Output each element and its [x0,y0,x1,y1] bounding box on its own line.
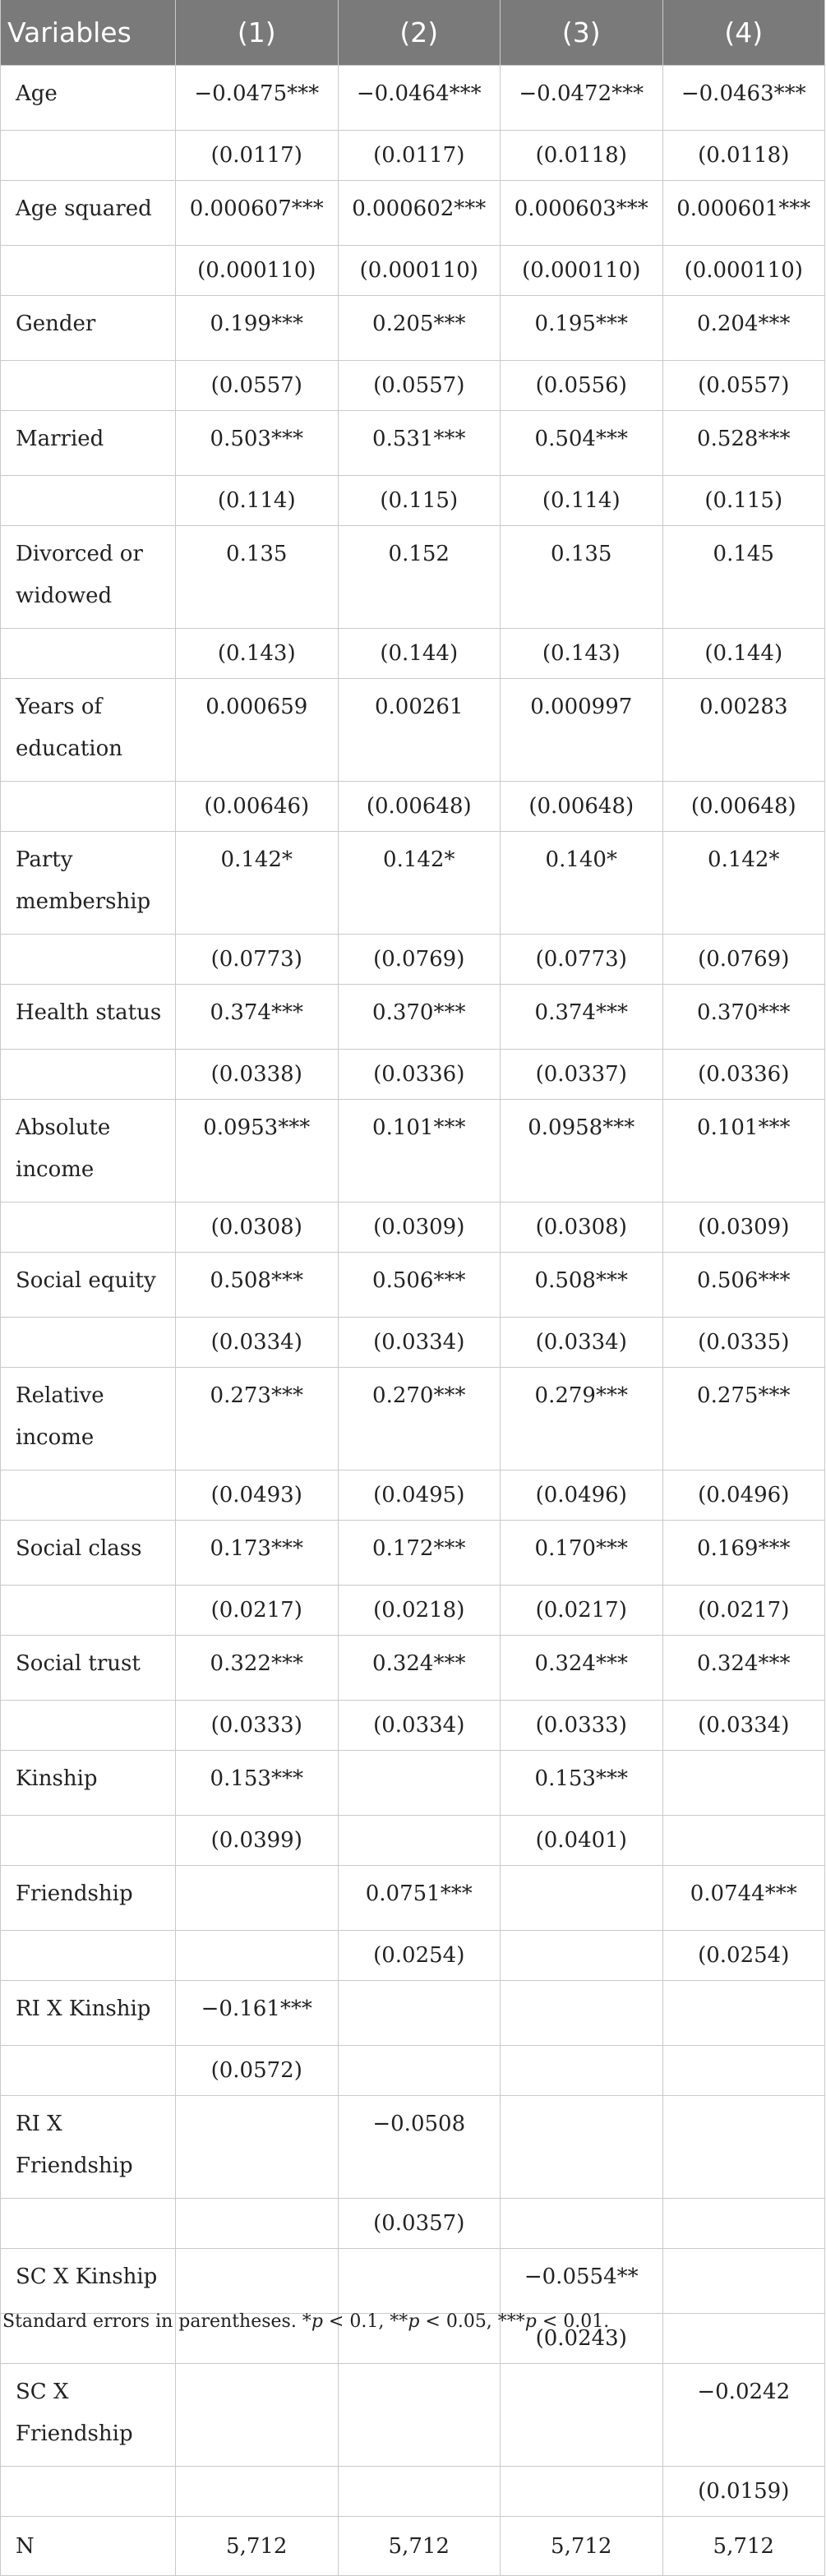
coefficient-cell [501,2364,663,2467]
standard-error-cell: (0.0496) [501,1470,663,1521]
table-row [1,985,825,1050]
variable-label: Kinship [1,1751,176,1816]
standard-error-cell: (0.000110) [501,246,663,296]
table-row [1,1470,825,1521]
table-row [1,2096,825,2199]
coefficient-cell: 0.153*** [501,1751,663,1816]
footnote-lead: Standard errors in parentheses. * [2,2311,311,2332]
coefficient-cell: 0.205*** [338,296,501,361]
standard-error-cell: (0.0357) [338,2199,501,2249]
standard-error-cell [662,2199,825,2249]
table-row [1,131,825,181]
standard-error-cell: (0.0334) [176,1318,339,1368]
coefficient-cell: 0.370*** [338,985,501,1050]
standard-error-cell: (0.0337) [501,1050,663,1100]
empty-label-cell [1,1050,176,1100]
table-row [1,935,825,985]
table-row [1,629,825,679]
standard-error-cell: (0.143) [501,629,663,679]
coefficient-cell: −0.161*** [176,1981,339,2046]
standard-error-cell: (0.0217) [176,1586,339,1636]
standard-error-cell [501,2046,663,2096]
coefficient-cell: 0.0751*** [338,1866,501,1931]
coefficient-cell: −0.0463*** [662,66,825,131]
table-row [1,66,825,131]
coefficient-cell: 0.101*** [662,1100,825,1203]
coefficient-cell: 0.135 [176,526,339,629]
standard-error-cell: (0.0493) [176,1470,339,1521]
standard-error-cell: (0.0495) [338,1470,501,1521]
variable-label: Years of education [1,679,176,782]
table-row [1,679,825,782]
table-row [1,1050,825,1100]
table-row [1,1521,825,1586]
coefficient-cell: 0.101*** [338,1100,501,1203]
coefficient-cell: 0.195*** [501,296,663,361]
coefficient-cell: 0.273*** [176,1368,339,1470]
variable-label: Gender [1,296,176,361]
coefficient-cell: 0.270*** [338,1368,501,1470]
table-row [1,2199,825,2249]
table-row [1,361,825,411]
coefficient-cell: 0.000659 [176,679,339,782]
footnote-threshold-2: < 0.05, *** [419,2311,525,2332]
coefficient-cell: 0.0958*** [501,1100,663,1203]
observations-cell: 5,712 [338,2517,501,2576]
standard-error-cell: (0.0308) [176,1203,339,1253]
standard-error-cell [662,1816,825,1866]
table-row [1,1701,825,1751]
coefficient-cell: 0.506*** [338,1253,501,1318]
table-row [1,2364,825,2467]
table-row [1,1816,825,1866]
table-row [1,296,825,361]
standard-error-cell: (0.115) [338,476,501,526]
header-variables: Variables [1,0,176,66]
standard-error-cell: (0.0217) [501,1586,663,1636]
coefficient-cell: −0.0242 [662,2364,825,2467]
coefficient-cell [338,1751,501,1816]
empty-label-cell [1,361,176,411]
variable-label: Health status [1,985,176,1050]
standard-error-cell: (0.0254) [338,1931,501,1981]
standard-error-cell [662,2046,825,2096]
coefficient-cell: 0.374*** [501,985,663,1050]
coefficient-cell [338,2364,501,2467]
variable-label: RI X Friendship [1,2096,176,2199]
standard-error-cell [338,2467,501,2517]
standard-error-cell: (0.0117) [176,131,339,181]
standard-error-cell: (0.0117) [338,131,501,181]
variable-label: Party membership [1,832,176,935]
standard-error-cell: (0.0309) [662,1203,825,1253]
coefficient-cell: 0.152 [338,526,501,629]
table-row [1,1368,825,1470]
table-row [1,411,825,476]
footnote-p-symbol: p [311,2311,323,2332]
empty-label-cell [1,935,176,985]
coefficient-cell: 0.324*** [338,1636,501,1701]
standard-error-cell: (0.00646) [176,782,339,832]
coefficient-cell: 0.153*** [176,1751,339,1816]
header-model-1: (1) [176,0,339,66]
variable-label: Relative income [1,1368,176,1470]
standard-error-cell: (0.0496) [662,1470,825,1521]
standard-error-cell: (0.0769) [338,935,501,985]
coefficient-cell: 0.135 [501,526,663,629]
table-header [1,0,825,66]
variable-label: Age squared [1,181,176,246]
table-footnote [2,2311,609,2332]
standard-error-cell: (0.0336) [338,1050,501,1100]
footnote-threshold-1: < 0.1, ** [322,2311,408,2332]
coefficient-cell: 0.000602*** [338,181,501,246]
standard-error-cell: (0.0557) [662,361,825,411]
empty-label-cell [1,1701,176,1751]
standard-error-cell [176,2467,339,2517]
coefficient-cell: 0.169*** [662,1521,825,1586]
header-row [1,0,825,66]
table-row [1,526,825,629]
table-row [1,2467,825,2517]
empty-label-cell [1,1931,176,1981]
coefficient-cell: 0.145 [662,526,825,629]
table-body [1,66,825,2576]
standard-error-cell: (0.0118) [662,131,825,181]
coefficient-cell: 0.000607*** [176,181,339,246]
empty-label-cell [1,2199,176,2249]
table-row [1,2249,825,2314]
empty-label-cell [1,782,176,832]
coefficient-cell: 0.0744*** [662,1866,825,1931]
standard-error-cell: (0.000110) [176,246,339,296]
coefficient-cell: 0.142* [662,832,825,935]
empty-label-cell [1,1586,176,1636]
standard-error-cell: (0.144) [338,629,501,679]
standard-error-cell: (0.0769) [662,935,825,985]
coefficient-cell: 0.00283 [662,679,825,782]
standard-error-cell: (0.0773) [176,935,339,985]
coefficient-cell: 0.374*** [176,985,339,1050]
table-row [1,1981,825,2046]
table-row [1,1866,825,1931]
coefficient-cell: 0.508*** [176,1253,339,1318]
coefficient-cell [338,1981,501,2046]
standard-error-cell [338,2046,501,2096]
table-row [1,246,825,296]
coefficient-cell [176,2096,339,2199]
coefficient-cell: 0.531*** [338,411,501,476]
empty-label-cell [1,1816,176,1866]
observations-row [1,2517,825,2576]
standard-error-cell: (0.0218) [338,1586,501,1636]
table-row [1,1203,825,1253]
coefficient-cell: 0.00261 [338,679,501,782]
variable-label: SC X Kinship [1,2249,176,2314]
header-model-3: (3) [501,0,663,66]
coefficient-cell: 0.528*** [662,411,825,476]
table-row [1,1931,825,1981]
standard-error-cell: (0.0334) [338,1318,501,1368]
standard-error-cell: (0.0333) [176,1701,339,1751]
table-row [1,1586,825,1636]
empty-label-cell [1,476,176,526]
standard-error-cell: (0.000110) [662,246,825,296]
standard-error-cell: (0.0338) [176,1050,339,1100]
standard-error-cell [501,2467,663,2517]
observations-cell: 5,712 [176,2517,339,2576]
variable-label: Age [1,66,176,131]
coefficient-cell: 0.204*** [662,296,825,361]
empty-label-cell [1,1203,176,1253]
variable-label: RI X Kinship [1,1981,176,2046]
standard-error-cell: (0.143) [176,629,339,679]
header-model-4: (4) [662,0,825,66]
variable-label: Social equity [1,1253,176,1318]
standard-error-cell: (0.000110) [338,246,501,296]
coefficient-cell: −0.0508 [338,2096,501,2199]
coefficient-cell: 0.173*** [176,1521,339,1586]
footnote-threshold-3: < 0.01. [536,2311,610,2332]
observations-cell: 5,712 [662,2517,825,2576]
empty-label-cell [1,2046,176,2096]
coefficient-cell: 0.504*** [501,411,663,476]
coefficient-cell: 0.322*** [176,1636,339,1701]
coefficient-cell [662,1751,825,1816]
empty-label-cell [1,246,176,296]
standard-error-cell: (0.0217) [662,1586,825,1636]
standard-error-cell: (0.0334) [338,1701,501,1751]
coefficient-cell: 0.370*** [662,985,825,1050]
empty-label-cell [1,131,176,181]
standard-error-cell: (0.0334) [662,1701,825,1751]
variable-label: Social class [1,1521,176,1586]
coefficient-cell: 0.324*** [662,1636,825,1701]
empty-label-cell [1,629,176,679]
coefficient-cell: 0.199*** [176,296,339,361]
standard-error-cell: (0.0401) [501,1816,663,1866]
standard-error-cell [662,2314,825,2364]
table-row [1,181,825,246]
standard-error-cell [501,2199,663,2249]
table-row [1,1751,825,1816]
coefficient-cell: 0.142* [176,832,339,935]
coefficient-cell [662,2096,825,2199]
footnote-p-symbol: p [408,2311,420,2332]
coefficient-cell: 0.170*** [501,1521,663,1586]
variable-label: Friendship [1,1866,176,1931]
observations-cell: 5,712 [501,2517,663,2576]
variable-label: SC X Friendship [1,2364,176,2467]
standard-error-cell: (0.0336) [662,1050,825,1100]
coefficient-cell [662,2249,825,2314]
variable-label: Social trust [1,1636,176,1701]
coefficient-cell [662,1981,825,2046]
standard-error-cell [176,2199,339,2249]
standard-error-cell [338,1816,501,1866]
coefficient-cell: 0.000997 [501,679,663,782]
coefficient-cell [176,2249,339,2314]
coefficient-cell [338,2249,501,2314]
standard-error-cell: (0.144) [662,629,825,679]
standard-error-cell: (0.0118) [501,131,663,181]
coefficient-cell: −0.0554** [501,2249,663,2314]
standard-error-cell: (0.114) [501,476,663,526]
table-row [1,476,825,526]
standard-error-cell: (0.00648) [501,782,663,832]
empty-label-cell [1,1318,176,1368]
coefficient-cell: 0.506*** [662,1253,825,1318]
footnote-p-symbol: p [524,2311,537,2332]
standard-error-cell [501,1931,663,1981]
standard-error-cell: (0.0335) [662,1318,825,1368]
table-row [1,1253,825,1318]
coefficient-cell: 0.0953*** [176,1100,339,1203]
standard-error-cell: (0.0308) [501,1203,663,1253]
coefficient-cell: 0.140* [501,832,663,935]
standard-error-cell [176,1931,339,1981]
table-row [1,1100,825,1203]
standard-error-cell: (0.00648) [662,782,825,832]
standard-error-cell: (0.0557) [176,361,339,411]
table-row [1,2046,825,2096]
standard-error-cell: (0.0773) [501,935,663,985]
coefficient-cell: 0.142* [338,832,501,935]
coefficient-cell [176,2364,339,2467]
standard-error-cell: (0.0333) [501,1701,663,1751]
coefficient-cell: 0.000601*** [662,181,825,246]
coefficient-cell: 0.275*** [662,1368,825,1470]
standard-error-cell: (0.0309) [338,1203,501,1253]
variable-label: Divorced or widowed [1,526,176,629]
header-model-2: (2) [338,0,501,66]
table-row [1,832,825,935]
empty-label-cell [1,2467,176,2517]
standard-error-cell: (0.0243) [501,2314,663,2364]
standard-error-cell: (0.0334) [501,1318,663,1368]
standard-error-cell: (0.114) [176,476,339,526]
coefficient-cell [501,1981,663,2046]
coefficient-cell: 0.279*** [501,1368,663,1470]
table-row [1,1636,825,1701]
table-row [1,782,825,832]
standard-error-cell: (0.00648) [338,782,501,832]
coefficient-cell: 0.508*** [501,1253,663,1318]
observations-label: N [1,2517,176,2576]
coefficient-cell [501,2096,663,2199]
standard-error-cell: (0.0399) [176,1816,339,1866]
variable-label: Absolute income [1,1100,176,1203]
coefficient-cell: 0.503*** [176,411,339,476]
coefficient-cell: 0.172*** [338,1521,501,1586]
coefficient-cell [176,1866,339,1931]
standard-error-cell: (0.0159) [662,2467,825,2517]
coefficient-cell: −0.0472*** [501,66,663,131]
coefficient-cell [501,1866,663,1931]
coefficient-cell: 0.324*** [501,1636,663,1701]
standard-error-cell: (0.0557) [338,361,501,411]
variable-label: Married [1,411,176,476]
table-row [1,1318,825,1368]
standard-error-cell: (0.0572) [176,2046,339,2096]
standard-error-cell: (0.0556) [501,361,663,411]
standard-error-cell: (0.0254) [662,1931,825,1981]
standard-error-cell: (0.115) [662,476,825,526]
coefficient-cell: −0.0475*** [176,66,339,131]
coefficient-cell: −0.0464*** [338,66,501,131]
empty-label-cell [1,1470,176,1521]
coefficient-cell: 0.000603*** [501,181,663,246]
